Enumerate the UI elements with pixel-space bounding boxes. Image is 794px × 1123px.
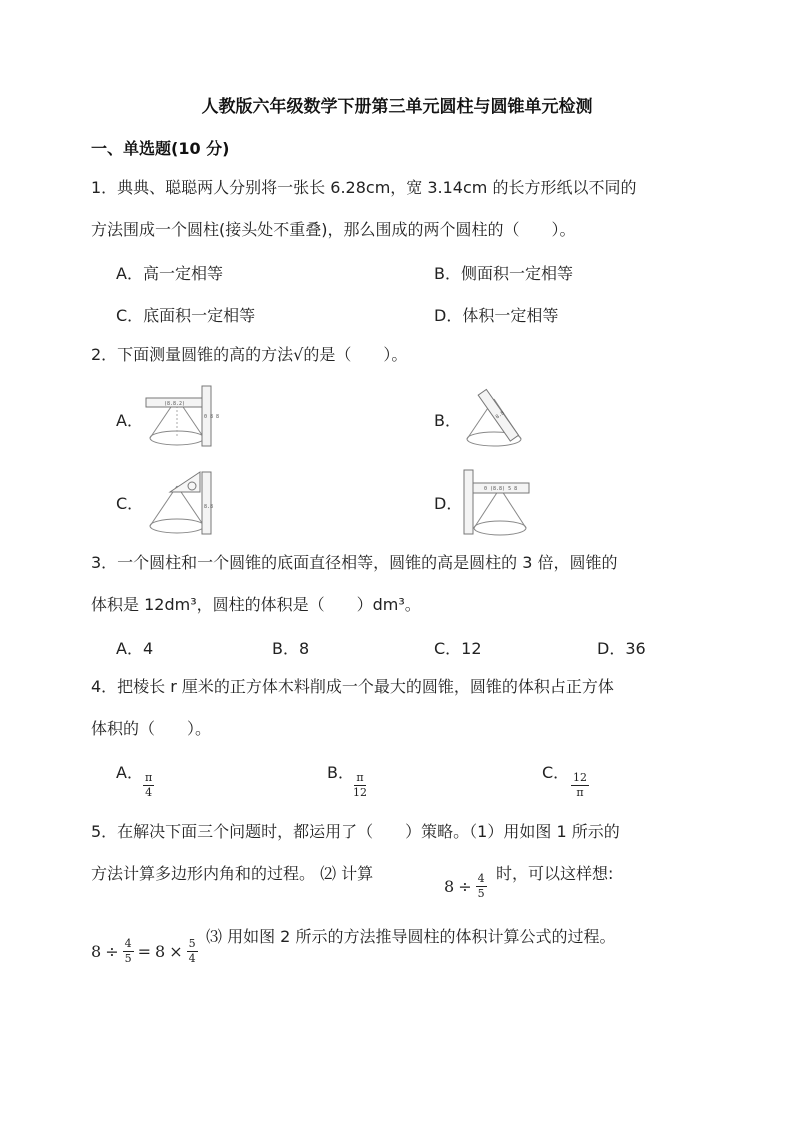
q1-option-d[interactable]: D．体积一定相等 xyxy=(434,306,559,325)
fraction-denominator: 4 xyxy=(188,952,196,965)
q1-option-b[interactable]: B．侧面积一定相等 xyxy=(434,264,573,283)
q4-option-a-label: A． xyxy=(116,763,143,782)
q4-option-c-label: C． xyxy=(542,763,570,782)
q4-option-b-fraction xyxy=(353,772,367,799)
fraction-numerator: 5 xyxy=(188,937,196,950)
fraction-numerator: π xyxy=(145,771,153,784)
q1-option-a[interactable]: A．高一定相等 xyxy=(116,264,223,283)
page-title: 人教版六年级数学下册第三单元圆柱与圆锥单元检测 xyxy=(201,97,593,117)
equals-sign: = xyxy=(137,942,151,961)
q2-option-d[interactable] xyxy=(434,491,462,514)
question-2-line-1: 2．下面测量圆锥的高的方法√的是（ ）。 xyxy=(91,345,408,364)
q4-option-b[interactable] xyxy=(327,760,354,783)
fraction-numerator: 4 xyxy=(124,937,132,950)
q5-calc-expression xyxy=(444,873,487,900)
operand: 8 xyxy=(91,942,102,961)
question-1-line-1: 1．典典、聪聪两人分别将一张长 6.28cm，宽 3.14cm 的长方形纸以不同的 xyxy=(91,178,637,197)
operand: 8 xyxy=(444,877,455,896)
q3-option-d[interactable]: D．36 xyxy=(597,639,646,658)
question-3-line-1: 3．一个圆柱和一个圆锥的底面直径相等，圆锥的高是圆柱的 3 倍，圆锥的 xyxy=(91,553,618,572)
fraction-numerator: 4 xyxy=(477,872,485,885)
operand: 8 xyxy=(155,942,166,961)
fraction-denominator: π xyxy=(576,786,584,799)
q3-option-a[interactable]: A．4 xyxy=(116,639,154,658)
q3-option-b[interactable]: B．8 xyxy=(272,639,310,658)
question-3-line-2: 体积是 12dm³，圆柱的体积是（ ）dm³。 xyxy=(91,595,421,614)
operator: ÷ xyxy=(458,877,472,896)
fraction xyxy=(187,938,198,965)
section-heading: 一、单选题(10 分) xyxy=(91,139,230,158)
q4-option-c[interactable] xyxy=(542,760,569,783)
svg-text:8.8: 8.8 xyxy=(204,504,214,510)
fraction-numerator: 12 xyxy=(573,771,587,784)
operator: ÷ xyxy=(105,942,119,961)
svg-text:0 (8.8) 5 8: 0 (8.8) 5 8 xyxy=(484,486,518,492)
question-1-line-2: 方法围成一个圆柱(接头处不重叠)，那么围成的两个圆柱的（ ）。 xyxy=(91,220,576,239)
q2-option-d-label: D． xyxy=(434,494,463,513)
q2-option-b-label: B． xyxy=(434,411,461,430)
fraction-denominator: 12 xyxy=(353,786,367,799)
q4-option-b-label: B． xyxy=(327,763,354,782)
fraction xyxy=(476,873,487,900)
q2-option-b[interactable] xyxy=(434,408,461,431)
question-4-line-2: 体积的（ ）。 xyxy=(91,719,212,738)
q1-option-c[interactable]: C．底面积一定相等 xyxy=(116,306,256,325)
svg-text:(8.8.2): (8.8.2) xyxy=(164,401,186,407)
q2-option-a-figure xyxy=(140,382,220,450)
q2-option-a[interactable] xyxy=(116,408,143,431)
question-5-line-2b: 时，可以这样想: xyxy=(496,864,614,883)
q2-option-c-label: C． xyxy=(116,494,144,513)
q3-option-c[interactable]: C．12 xyxy=(434,639,482,658)
svg-text:8.8: 8.8 xyxy=(494,410,506,421)
svg-text:0 8 8: 0 8 8 xyxy=(204,414,220,420)
q2-option-d-figure xyxy=(460,466,532,538)
q4-option-a-fraction xyxy=(143,772,154,799)
question-5-line-2a: 方法计算多边形内角和的过程。 ⑵ 计算 xyxy=(91,864,374,883)
fraction-denominator: 4 xyxy=(145,786,153,799)
fraction-denominator: 5 xyxy=(477,887,485,900)
fraction-numerator: π xyxy=(356,771,364,784)
question-4-line-1: 4．把棱长 r 厘米的正方体木料削成一个最大的圆锥，圆锥的体积占正方体 xyxy=(91,677,614,696)
q2-option-b-figure xyxy=(458,383,533,451)
q2-option-a-label: A． xyxy=(116,411,143,430)
question-5-line-1: 5．在解决下面三个问题时，都运用了（ ）策略。（1）用如图 1 所示的 xyxy=(91,822,620,841)
q4-option-a[interactable] xyxy=(116,760,143,783)
q2-option-c-figure xyxy=(140,468,215,538)
fraction-denominator: 5 xyxy=(124,952,132,965)
question-5-line-3: ⑶ 用如图 2 所示的方法推导圆柱的体积计算公式的过程。 xyxy=(206,927,616,946)
fraction xyxy=(123,938,134,965)
operator: × xyxy=(169,942,183,961)
q4-option-c-fraction xyxy=(571,772,589,799)
q5-equation xyxy=(91,938,198,965)
